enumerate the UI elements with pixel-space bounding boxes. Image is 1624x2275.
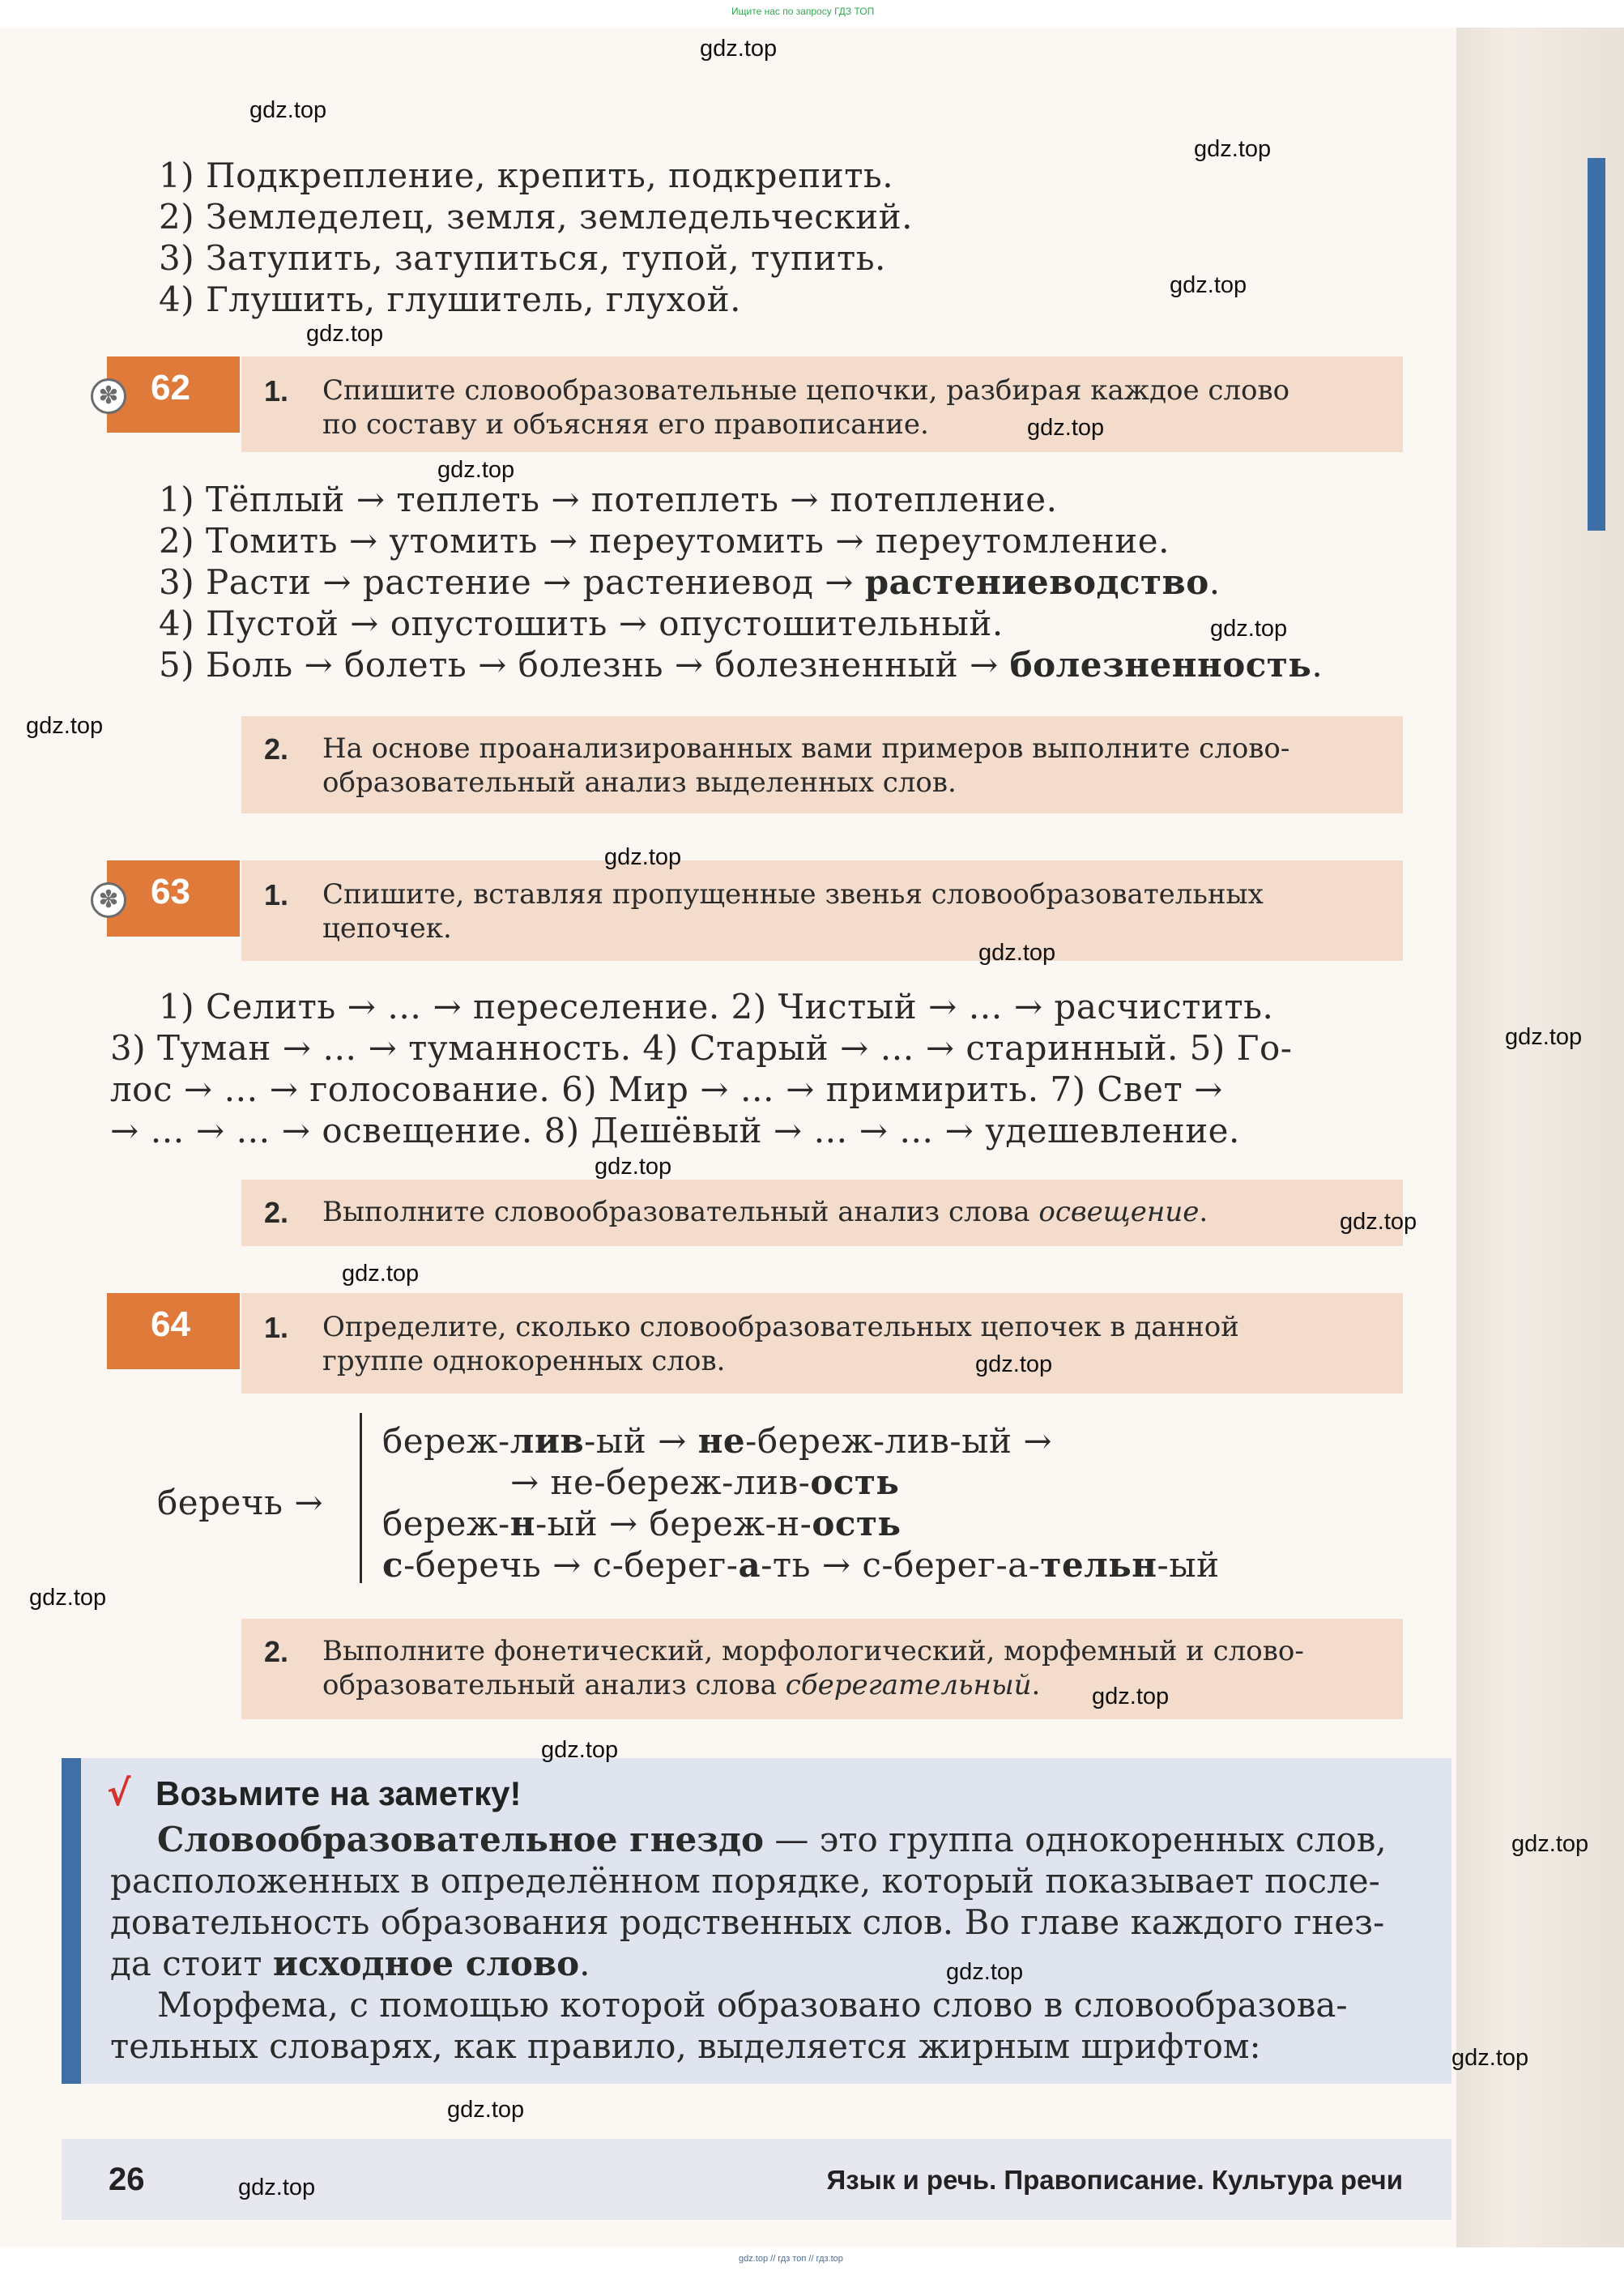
bold-segment: ость — [812, 1504, 902, 1543]
watermark: gdz.top — [249, 97, 327, 123]
watermark: gdz.top — [29, 1585, 107, 1611]
task-text: образовательный анализ выделенных слов. — [322, 766, 957, 799]
watermark: gdz.top — [978, 940, 1056, 966]
bold-segment: лив — [509, 1421, 585, 1461]
exercise-number: 63 — [151, 872, 190, 911]
chain-line: 1) Тёплый → теплеть → потеплеть → потепление. — [159, 480, 1058, 519]
text-segment: -ый → — [584, 1421, 698, 1461]
text-segment: -береж-лив-ый → — [745, 1421, 1053, 1461]
text-segment: береж- — [382, 1421, 510, 1461]
intro-item: 2) Земледелец, земля, земледельческий. — [159, 197, 913, 237]
bold-segment: ость — [810, 1462, 900, 1502]
task-number: 1. — [264, 374, 289, 408]
task-text: Спишите, вставляя пропущенные звенья словообразовательных — [322, 878, 1264, 911]
bold-segment: тельн — [1040, 1545, 1157, 1585]
watermark: gdz.top — [1210, 616, 1288, 642]
chain-line: 3) Расти → растение → растениевод → растениеводство. — [159, 562, 1221, 602]
top-note: Ищите нас по запросу ГДЗ ТОП — [731, 6, 875, 17]
note-line — [110, 1944, 590, 1983]
watermark: gdz.top — [306, 321, 384, 347]
watermark: gdz.top — [595, 1154, 672, 1180]
bottom-note: gdz.top // гдз топ // гдз.top — [739, 2254, 843, 2264]
nest-line — [382, 1504, 902, 1543]
exercise-number: 64 — [151, 1304, 190, 1344]
watermark: gdz.top — [975, 1351, 1053, 1377]
task-number: 2. — [264, 732, 289, 766]
task-text: На основе проанализированных вами примеров выполните слово- — [322, 732, 1290, 765]
task-text: по составу и объясняя его правописание. — [322, 408, 929, 441]
watermark: gdz.top — [1194, 136, 1272, 162]
watermark: gdz.top — [1340, 1209, 1417, 1235]
watermark: gdz.top — [541, 1737, 619, 1763]
bold-segment: не — [697, 1421, 746, 1461]
task-text: образовательный анализ слова сберегательный. — [322, 1669, 1041, 1701]
bold-segment: с — [382, 1545, 404, 1585]
bold-segment: а — [738, 1545, 761, 1585]
watermark: gdz.top — [1027, 415, 1105, 441]
text-segment: да стоит — [110, 1944, 273, 1983]
nest-bracket — [360, 1413, 362, 1583]
task-text: Выполните фонетический, морфологический, морфемный и слово- — [322, 1635, 1304, 1667]
task-text: цепочек. — [322, 912, 452, 945]
exercise-badge-63 — [98, 860, 240, 937]
text-segment: . — [579, 1944, 590, 1983]
chain-line: 2) Томить → утомить → переутомить → переутомление. — [159, 521, 1170, 561]
watermark: gdz.top — [1092, 1684, 1170, 1709]
task-number: 1. — [264, 1311, 289, 1344]
task-text: группе однокоренных слов. — [322, 1345, 726, 1377]
text-segment: береж- — [382, 1504, 510, 1543]
text-segment: — это группа однокоренных слов, — [764, 1820, 1387, 1859]
side-tab-marker — [1588, 158, 1605, 531]
chain-line: 5) Боль → болеть → болезнь → болезненный → болезненность. — [159, 645, 1323, 685]
nest-line — [382, 1545, 1220, 1585]
task-64-1 — [241, 1293, 1403, 1394]
watermark: gdz.top — [447, 2097, 525, 2123]
chain-line: 4) Пустой → опустошить → опустошительный. — [159, 604, 1004, 643]
nest-line — [382, 1421, 1052, 1461]
task-number: 2. — [264, 1196, 289, 1229]
task-text: Спишите словообразовательные цепочки, разбирая каждое слово — [322, 374, 1290, 407]
watermark: gdz.top — [1505, 1024, 1583, 1050]
bold-segment: Словообразовательное гнездо — [157, 1820, 765, 1859]
task-64-2 — [241, 1619, 1403, 1719]
watermark: gdz.top — [26, 713, 104, 739]
check-icon: √ — [107, 1773, 131, 1814]
task-number: 2. — [264, 1635, 289, 1668]
note-line: Морфема, с помощью которой образовано слово в словообразова- — [157, 1985, 1348, 2025]
text-segment: -беречь → с-берег- — [403, 1545, 739, 1585]
task-number: 1. — [264, 878, 289, 911]
note-box — [62, 1758, 1451, 2084]
watermark: gdz.top — [604, 844, 682, 870]
exercise-number: 62 — [151, 368, 190, 408]
nest-line — [510, 1462, 899, 1502]
watermark: gdz.top — [238, 2175, 316, 2200]
note-line: расположенных в определённом порядке, который показывает после- — [110, 1861, 1380, 1901]
text-segment: -ть → с-берег-а- — [761, 1545, 1041, 1585]
task-63-2 — [241, 1180, 1403, 1246]
watermark: gdz.top — [1451, 2045, 1529, 2071]
note-line: довательность образования родственных слов. Во главе каждого гнез- — [110, 1902, 1385, 1942]
note-accent-bar — [62, 1758, 81, 2084]
watermark: gdz.top — [700, 36, 778, 62]
gap-line: лос → … → голосование. 6) Мир → … → примирить. 7) Свет → — [110, 1069, 1223, 1109]
note-title: Возьмите на заметку! — [156, 1774, 522, 1812]
page-number: 26 — [109, 2162, 145, 2197]
intro-item: 4) Глушить, глушитель, глухой. — [159, 280, 741, 319]
gap-line: 1) Селить → … → переселение. 2) Чистый → … → расчистить. — [159, 987, 1274, 1027]
root-word: беречь → — [157, 1483, 324, 1522]
watermark: gdz.top — [946, 1959, 1024, 1985]
text-segment: → не-береж-лив- — [510, 1462, 811, 1502]
gap-line: → … → … → освещение. 8) Дешёвый → … → … → удешевление. — [110, 1111, 1240, 1150]
task-text: Определите, сколько словообразовательных цепочек в данной — [322, 1311, 1239, 1343]
intro-item: 3) Затупить, затупиться, тупой, тупить. — [159, 238, 886, 278]
flower-icon: ✽ — [91, 882, 126, 918]
watermark: gdz.top — [342, 1261, 420, 1287]
task-63-1 — [241, 860, 1403, 961]
watermark: gdz.top — [437, 457, 515, 483]
task-text: Выполните словообразовательный анализ слова освещение. — [322, 1196, 1208, 1228]
task-62-2 — [241, 716, 1403, 813]
gap-line: 3) Туман → … → туманность. 4) Старый → … → старинный. 5) Го- — [110, 1028, 1293, 1068]
bold-segment: исходное слово — [272, 1944, 580, 1983]
text-segment: -ый — [1157, 1545, 1220, 1585]
section-title: Язык и речь. Правописание. Культура речи — [826, 2165, 1403, 2195]
watermark: gdz.top — [1511, 1831, 1589, 1857]
exercise-badge-64 — [107, 1293, 240, 1369]
flower-icon: ✽ — [91, 378, 126, 414]
text-segment: -ый → береж-н- — [535, 1504, 812, 1543]
exercise-badge-62 — [98, 356, 240, 433]
note-line: тельных словарях, как правило, выделяется жирным шрифтом: — [110, 2026, 1261, 2066]
note-line — [157, 1820, 1387, 1859]
intro-item: 1) Подкрепление, крепить, подкрепить. — [159, 156, 894, 195]
bold-segment: н — [509, 1504, 535, 1543]
watermark: gdz.top — [1170, 272, 1247, 298]
task-62-1 — [241, 356, 1403, 452]
